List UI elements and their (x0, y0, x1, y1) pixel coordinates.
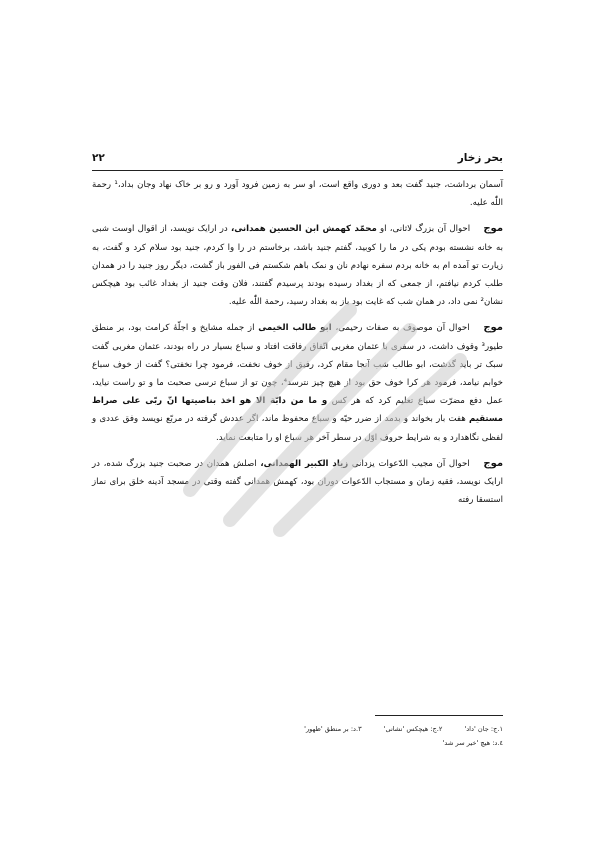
paragraph-ziyad (92, 455, 503, 510)
paragraph-intro: احوال آن مجیب الدّعوات یزدانی (348, 458, 470, 469)
footnote-3: ۳.د: بر منطق 'ظهور' (304, 725, 362, 733)
paragraph-text: در ارایک نویسد، از اقوال اوست شبی به خانه نشسته بودم یکی در ما را کوبید، گفتم جنید باشد، برخاستم در را وا کردم، جنید بود سلام کرد و گفت، به زیارت تو آمده ام به خانه بردم سفره نهادم نان و نمک باهم شکستم فی الفور باز گشت، دیگر روز جنید را در همدان طلب کردم نیافتم، از جمعی که از بغداد رسیده بودند پرسیدم گفتند، فلان وقت جنید از بغداد غائب بود هیچکس نشان² نمی داد، در همان شب که غایت بود باز به بغداد رسید، رحمة اللّٰه علیه. (92, 224, 503, 308)
person-name: زیاد الکبیر الهمدانی، (260, 458, 349, 469)
person-name: ابو طالب الخیمی (258, 323, 332, 334)
paragraph-kahmash (92, 220, 503, 311)
paragraph-text: از جمله مشایخ و اجلّهٔ کرامت بود، بر منطق طیور³ وقوف داشت، در سفری با عثمان مغربی اتّفاق رفاقت افتاد و سباع بسیار در راه بودند، عثمان مغربی گفت سبک تر باید گذشت، ابو طالب شب آنجا مقام کرد، رفیق از خوف نخفت، فرمود چرا نخفتی؟ گفت از خوف سباع خوابم نیامد، فرمود هر کرا خوف حق بود از هیچ چیز نترسد⁴، چون تو از سباع ترسی صحبت ما و تو راست نیاید، عمل دفع مضرّت سباع تعلیم کرد که هر کس (92, 323, 503, 407)
header-rule (92, 170, 503, 171)
paragraph-lead: موج (483, 223, 504, 235)
running-title: بحر زخار (457, 152, 503, 164)
paragraph-text-tail: هفت بار بخواند و بدمد از ضرر حیّه و سباع محفوظ ماند، اگر عددش گرفته در مربّع نویسد وفق عددی و لفظی نگاهدارد و به شرایط حروف اوّل در سطر آخر هر سباع او را متابعت نماید. (92, 414, 503, 443)
footnote-row (92, 736, 503, 750)
paragraph-intro: احوال آن بزرگ لاثانی، او (376, 224, 471, 235)
paragraph-text: اصلش همدان در صحبت جنید بزرگ شده، در ارایک نویسد، فقیه زمان و مستجاب الدّعوات دوران بود، کهمش همدانی گفته وقتی در مسجد آدینه خلق برای نماز استسقا رفته (92, 458, 503, 506)
running-header (92, 152, 503, 170)
page-body (92, 176, 503, 509)
footnote-rule (375, 715, 503, 716)
quranic-verse: و ما من دابّة الا هو اخذ بناصیتها انّ ربّی علی صراط مستقیم (92, 396, 503, 425)
footnote-2: ۲.ج: هیچکس 'نشانی' (383, 725, 443, 733)
paragraph-intro: احوال آن موصوف به صفات رحیمی، (331, 323, 470, 334)
footnotes (92, 722, 503, 750)
paragraph-text: آسمان برداشت، جنید گفت بعد و دوری واقع است، او سر به زمین فرود آورد و رو بر خاک نهاد وجان بداد،¹ رحمة اللّٰه علیه. (92, 180, 503, 209)
footnote-row (92, 722, 503, 736)
paragraph-continuation (92, 176, 503, 212)
paragraph-lead: موج (483, 457, 504, 469)
paragraph-abu-talib (92, 319, 503, 446)
person-name: محمّد کهمش ابن الحسین همدانی، (230, 224, 377, 235)
paragraph-lead: موج (483, 322, 503, 334)
page-number: ۲۲ (92, 152, 105, 164)
footnote-1: ۱.ج: جان 'داد' (464, 725, 503, 733)
footnote-4: ٤.د: هیچ 'خیر سر شد' (442, 739, 503, 747)
